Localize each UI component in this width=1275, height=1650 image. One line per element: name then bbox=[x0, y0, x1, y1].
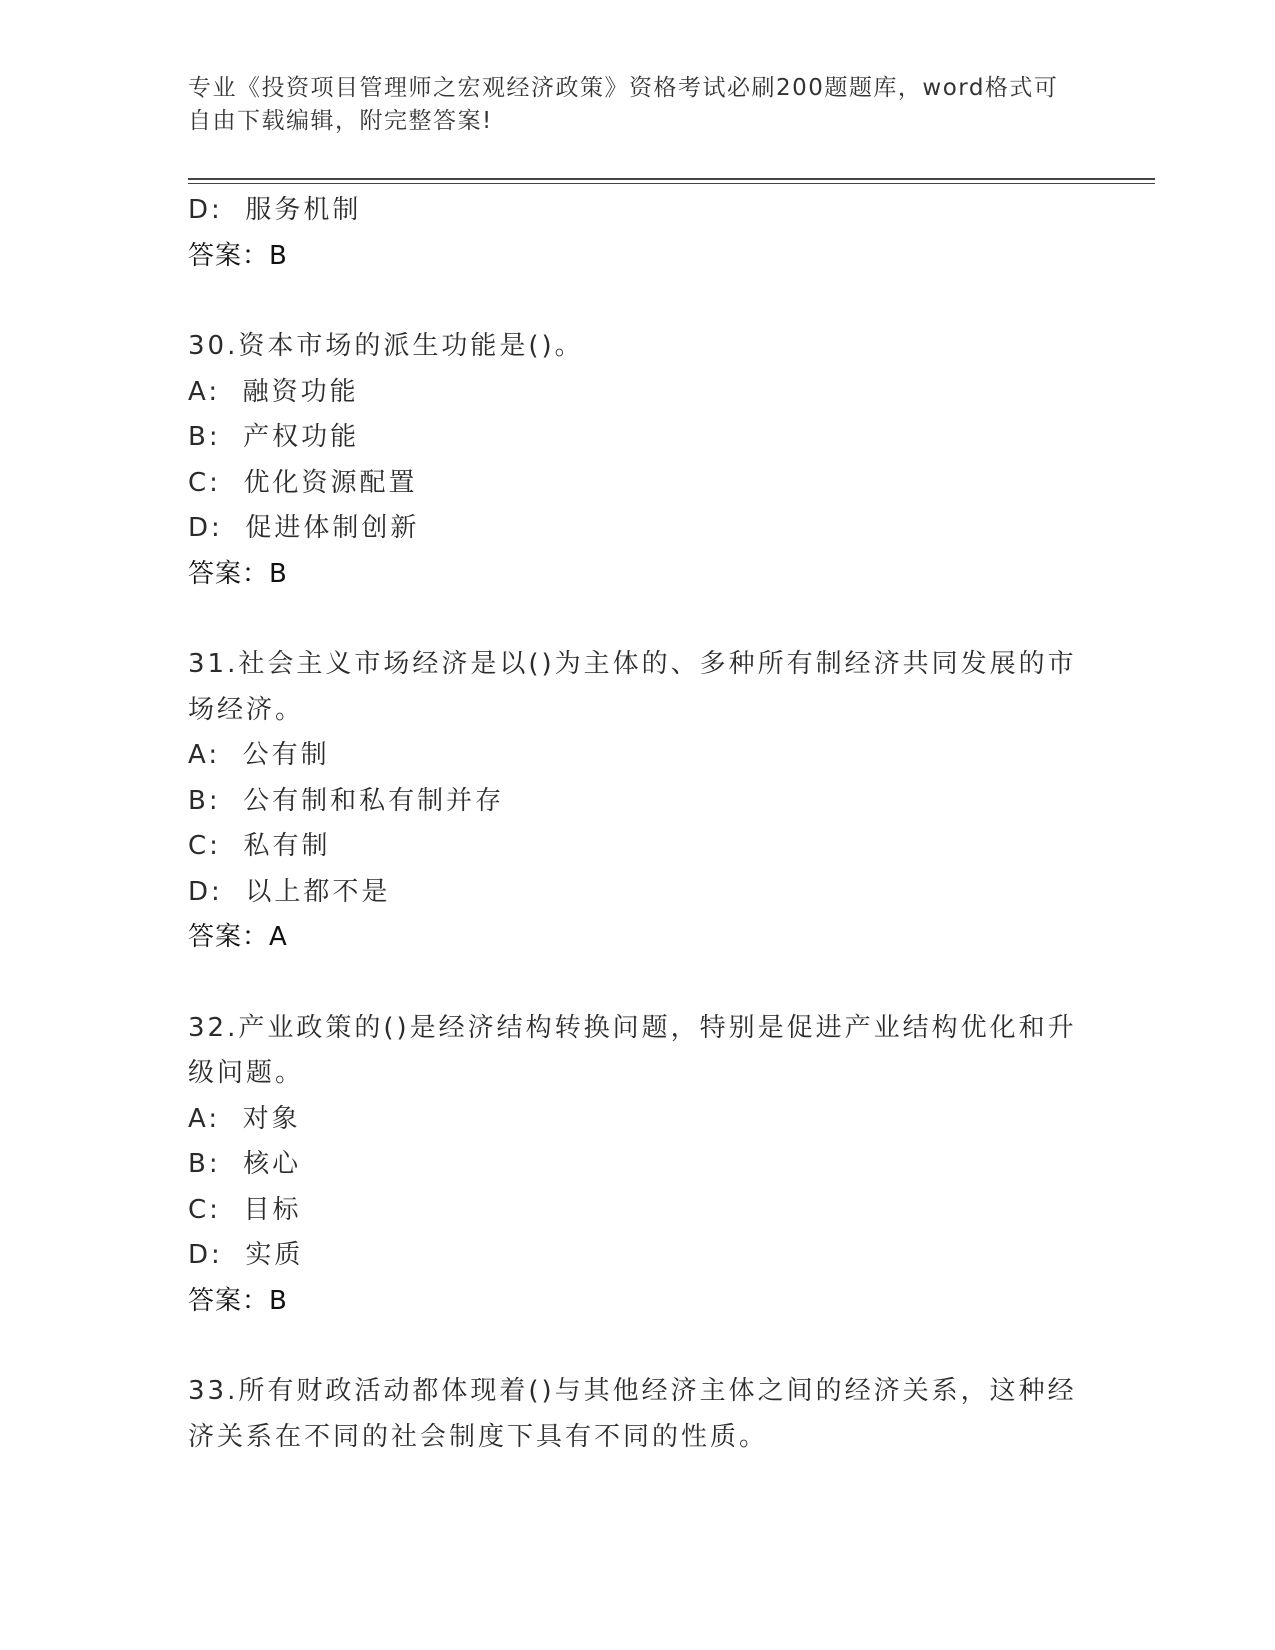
option-item: B: 产权功能 bbox=[188, 422, 360, 452]
option-item: D: 实质 bbox=[188, 1240, 304, 1270]
question-stem: 32.产业政策的()是经济结构转换问题，特别是促进产业结构优化和升级问题。 bbox=[188, 1012, 1077, 1088]
document-header-title: 专业《投资项目管理师之宏观经济政策》资格考试必刷200题题库，word格式可自由下载编辑，附完整答案! bbox=[188, 75, 1059, 134]
answer-line: 答案：B bbox=[188, 1285, 288, 1316]
question-stem: 30.资本市场的派生功能是()。 bbox=[188, 331, 584, 361]
question-block-31 bbox=[188, 642, 1088, 961]
question-stem: 33.所有财政活动都体现着()与其他经济主体之间的经济关系，这种经济关系在不同的社会制度下具有不同的性质。 bbox=[188, 1376, 1077, 1452]
option-item: C: 优化资源配置 bbox=[188, 467, 418, 498]
answer-line: 答案：B bbox=[188, 558, 288, 589]
question-block-32 bbox=[188, 1006, 1088, 1325]
answer-line: 答案：B bbox=[188, 240, 288, 271]
option-item: C: 目标 bbox=[188, 1194, 302, 1225]
question-block-33 bbox=[188, 1369, 1088, 1460]
option-item: B: 核心 bbox=[188, 1149, 302, 1179]
option-item: A: 融资功能 bbox=[188, 376, 359, 407]
option-item: A: 对象 bbox=[188, 1103, 301, 1134]
question-list bbox=[188, 188, 1088, 1460]
option-item: A: 公有制 bbox=[188, 740, 330, 770]
option-item: B: 公有制和私有制并存 bbox=[188, 785, 505, 816]
option-item: D: 服务机制 bbox=[188, 195, 362, 225]
option-item: D: 促进体制创新 bbox=[188, 513, 420, 543]
header-divider bbox=[188, 178, 1155, 184]
question-block-30 bbox=[188, 324, 1088, 597]
option-item: D: 以上都不是 bbox=[188, 876, 391, 907]
answer-line: 答案：A bbox=[188, 922, 288, 952]
question-stem: 31.社会主义市场经济是以()为主体的、多种所有制经济共同发展的市场经济。 bbox=[188, 649, 1077, 725]
option-item: C: 私有制 bbox=[188, 831, 331, 861]
prev-question-block bbox=[188, 188, 1088, 279]
